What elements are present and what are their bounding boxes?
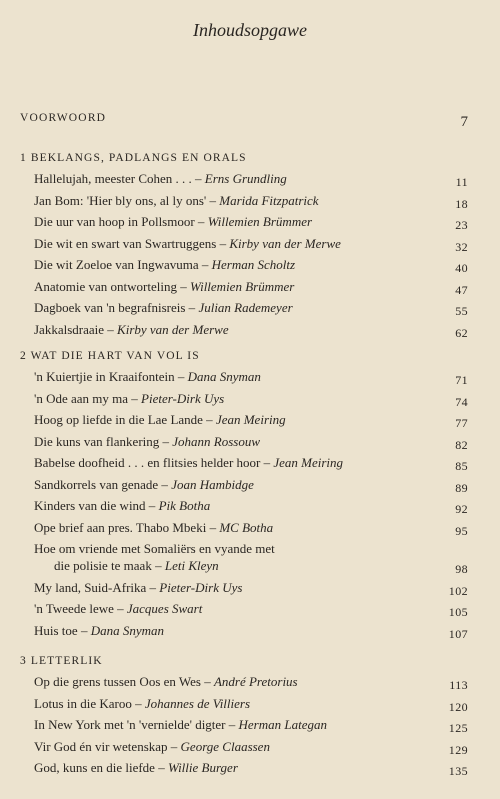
entry-page-number: 40: [455, 261, 468, 275]
entry-title-continued: die polisie te maak –: [54, 558, 162, 573]
foreword-label: VOORWOORD: [20, 112, 107, 124]
entry-title: Die uur van hoop in Pollsmoor –: [34, 214, 205, 229]
entry-title: Ope brief aan pres. Thabo Mbeki –: [34, 519, 217, 535]
foreword-entry: [20, 108, 468, 130]
entry-title: Dagboek van 'n begrafnisreis –: [34, 300, 196, 315]
toc-entry: [20, 738, 468, 755]
entry-title: Hoog op liefde in die Lae Lande –: [34, 412, 213, 427]
entry-line: [20, 256, 468, 273]
page-title: Inhoudsopgawe: [193, 20, 307, 40]
toc-entry: [20, 519, 468, 536]
toc-entry: [20, 716, 468, 733]
toc-entry: [20, 299, 468, 316]
entry-author: Herman Lategan: [238, 717, 327, 732]
section-heading: 3 LETTERLIK: [20, 655, 103, 667]
entry-line: [20, 579, 468, 596]
entry-author: Leti Kleyn: [164, 558, 219, 573]
entry-title: Hallelujah, meester Cohen . . . –: [34, 171, 202, 186]
entry-page-number: 120: [448, 699, 468, 714]
entry-page-number: 32: [455, 239, 468, 254]
entry-title: Vir God én vir wetenskap –: [34, 738, 178, 754]
entry-title: 'n Tweede lewe –: [34, 601, 124, 616]
entry-author: Marida Fitzpatrick: [219, 192, 319, 208]
section-3: [20, 653, 468, 781]
entry-page-number: 92: [455, 502, 468, 516]
entry-line: [20, 213, 468, 230]
entry-page-number: 82: [455, 437, 468, 452]
entry-page-number: 62: [455, 325, 468, 340]
entry-title: 'n Kuiertjie in Kraaifontein –: [34, 369, 185, 384]
entry-author: Willemien Brümmer: [207, 214, 313, 229]
entry-page-number: 23: [455, 218, 468, 232]
entry-author: MC Botha: [219, 519, 274, 535]
entry-page-number: 113: [449, 678, 468, 692]
entry-author: Jean Meiring: [273, 455, 344, 470]
entry-title: Die kuns van flankering –: [34, 433, 170, 449]
entry-page-number: 89: [455, 480, 468, 495]
entry-line: [20, 759, 468, 776]
entry-author: Dana Snyman: [90, 622, 164, 638]
entry-author: Julian Rademeyer: [198, 300, 293, 315]
entry-line: [20, 390, 468, 407]
entry-title: 'n Ode aan my ma –: [34, 390, 138, 406]
entry-page-number: 11: [455, 175, 468, 189]
entry-line: [20, 278, 468, 295]
entry-page-number: 18: [455, 196, 468, 211]
toc-entry: [20, 390, 468, 407]
entry-line: [20, 235, 468, 252]
entry-author: George Claassen: [180, 738, 270, 754]
entry-page-number: 77: [455, 416, 468, 430]
entry-line: [20, 540, 468, 557]
entry-title: My land, Suid-Afrika –: [34, 579, 157, 595]
entry-line: [20, 716, 468, 733]
toc-entry: [20, 454, 468, 471]
foreword-page: 7: [460, 114, 468, 130]
entry-author: Willemien Brümmer: [189, 278, 295, 294]
section-heading: 2 WAT DIE HART VAN VOL IS: [20, 350, 200, 362]
toc-entry: [20, 321, 468, 338]
entry-page-number: 129: [448, 742, 468, 757]
entry-author: Dana Snyman: [187, 369, 261, 384]
entry-author: Jacques Swart: [126, 601, 203, 616]
entry-line: [20, 411, 468, 428]
toc-entry: [20, 497, 468, 514]
toc-entry: [20, 579, 468, 596]
toc-entry: [20, 695, 468, 712]
entry-page-number: 95: [455, 523, 468, 538]
entry-author: André Pretorius: [213, 674, 298, 689]
entry-line: [20, 673, 468, 690]
entry-page-number: 55: [455, 304, 468, 318]
entry-page-number: 102: [448, 583, 468, 598]
entry-line: [20, 695, 468, 712]
entry-page-number: 85: [455, 459, 468, 473]
entry-line-2: [20, 557, 468, 574]
entry-author: Jean Meiring: [215, 412, 286, 427]
entry-author: Kirby van der Merwe: [117, 321, 229, 337]
entry-author: Pieter-Dirk Uys: [159, 579, 243, 595]
entry-line: [20, 600, 468, 617]
entry-author: Joan Hambidge: [171, 476, 254, 492]
entry-page-number: 125: [448, 721, 468, 735]
entry-title: Jan Bom: 'Hier bly ons, al ly ons' –: [34, 192, 216, 208]
entry-page-number: 74: [455, 394, 468, 409]
entry-line: [20, 433, 468, 450]
toc-entry: [20, 256, 468, 273]
entry-title: Kinders van die wind –: [34, 498, 156, 513]
entry-page-number: 98: [455, 562, 468, 576]
entry-title: Huis toe –: [34, 622, 88, 638]
entry-line: [20, 497, 468, 514]
entry-title: Sandkorrels van genade –: [34, 476, 168, 492]
toc-entry: [20, 278, 468, 295]
entry-title: Lotus in die Karoo –: [34, 695, 142, 711]
toc-entry: [20, 600, 468, 617]
entry-title: Die wit Zoeloe van Ingwavuma –: [34, 257, 209, 272]
entry-author: Johannes de Villiers: [144, 695, 251, 711]
toc-entry: [20, 170, 468, 187]
entry-line: [20, 454, 468, 471]
entry-title: Die wit en swart van Swartruggens –: [34, 235, 227, 251]
entry-page-number: 47: [455, 282, 468, 297]
entry-title: God, kuns en die liefde –: [34, 760, 165, 775]
section-2: [20, 348, 468, 643]
entry-author: Johann Rossouw: [172, 433, 261, 449]
entry-title: Jakkalsdraaie –: [34, 321, 114, 337]
entry-page-number: 107: [448, 626, 468, 641]
toc-entry: [20, 235, 468, 252]
entry-line: [20, 519, 468, 536]
entry-author: Erns Grundling: [204, 171, 287, 186]
toc-entry: [20, 622, 468, 639]
entry-page-number: 135: [448, 764, 468, 778]
entry-author: Herman Scholtz: [211, 257, 296, 272]
toc-entry: [20, 540, 468, 574]
toc-entry: [20, 433, 468, 450]
entry-author: Pieter-Dirk Uys: [141, 390, 225, 406]
entry-line: [20, 192, 468, 209]
entry-title: Anatomie van ontworteling –: [34, 278, 187, 294]
entry-line: [20, 738, 468, 755]
entry-title: Op die grens tussen Oos en Wes –: [34, 674, 211, 689]
entry-line: [20, 368, 468, 385]
entry-line: [20, 476, 468, 493]
toc-entry: [20, 476, 468, 493]
section-1: [20, 150, 468, 342]
entry-author: Willie Burger: [167, 760, 238, 775]
toc-entry: [20, 213, 468, 230]
toc-entry: [20, 368, 468, 385]
section-heading: 1 BEKLANGS, PADLANGS EN ORALS: [20, 152, 247, 164]
toc-entry: [20, 759, 468, 776]
entry-page-number: 71: [455, 373, 468, 387]
entry-author: Pik Botha: [158, 498, 211, 513]
toc-entry: [20, 673, 468, 690]
entry-title: In New York met 'n 'vernielde' digter –: [34, 717, 236, 732]
entry-line: [20, 622, 468, 639]
entry-author: Kirby van der Merwe: [229, 235, 341, 251]
entry-page-number: 105: [448, 605, 468, 619]
entry-title: Hoe om vriende met Somaliërs en vyande met: [34, 541, 275, 556]
entry-line: [20, 170, 468, 187]
entry-title: Babelse doofheid . . . en flitsies helder hoor –: [34, 455, 271, 470]
toc-entry: [20, 192, 468, 209]
toc-entry: [20, 411, 468, 428]
entry-line: [20, 321, 468, 338]
entry-line: [20, 299, 468, 316]
